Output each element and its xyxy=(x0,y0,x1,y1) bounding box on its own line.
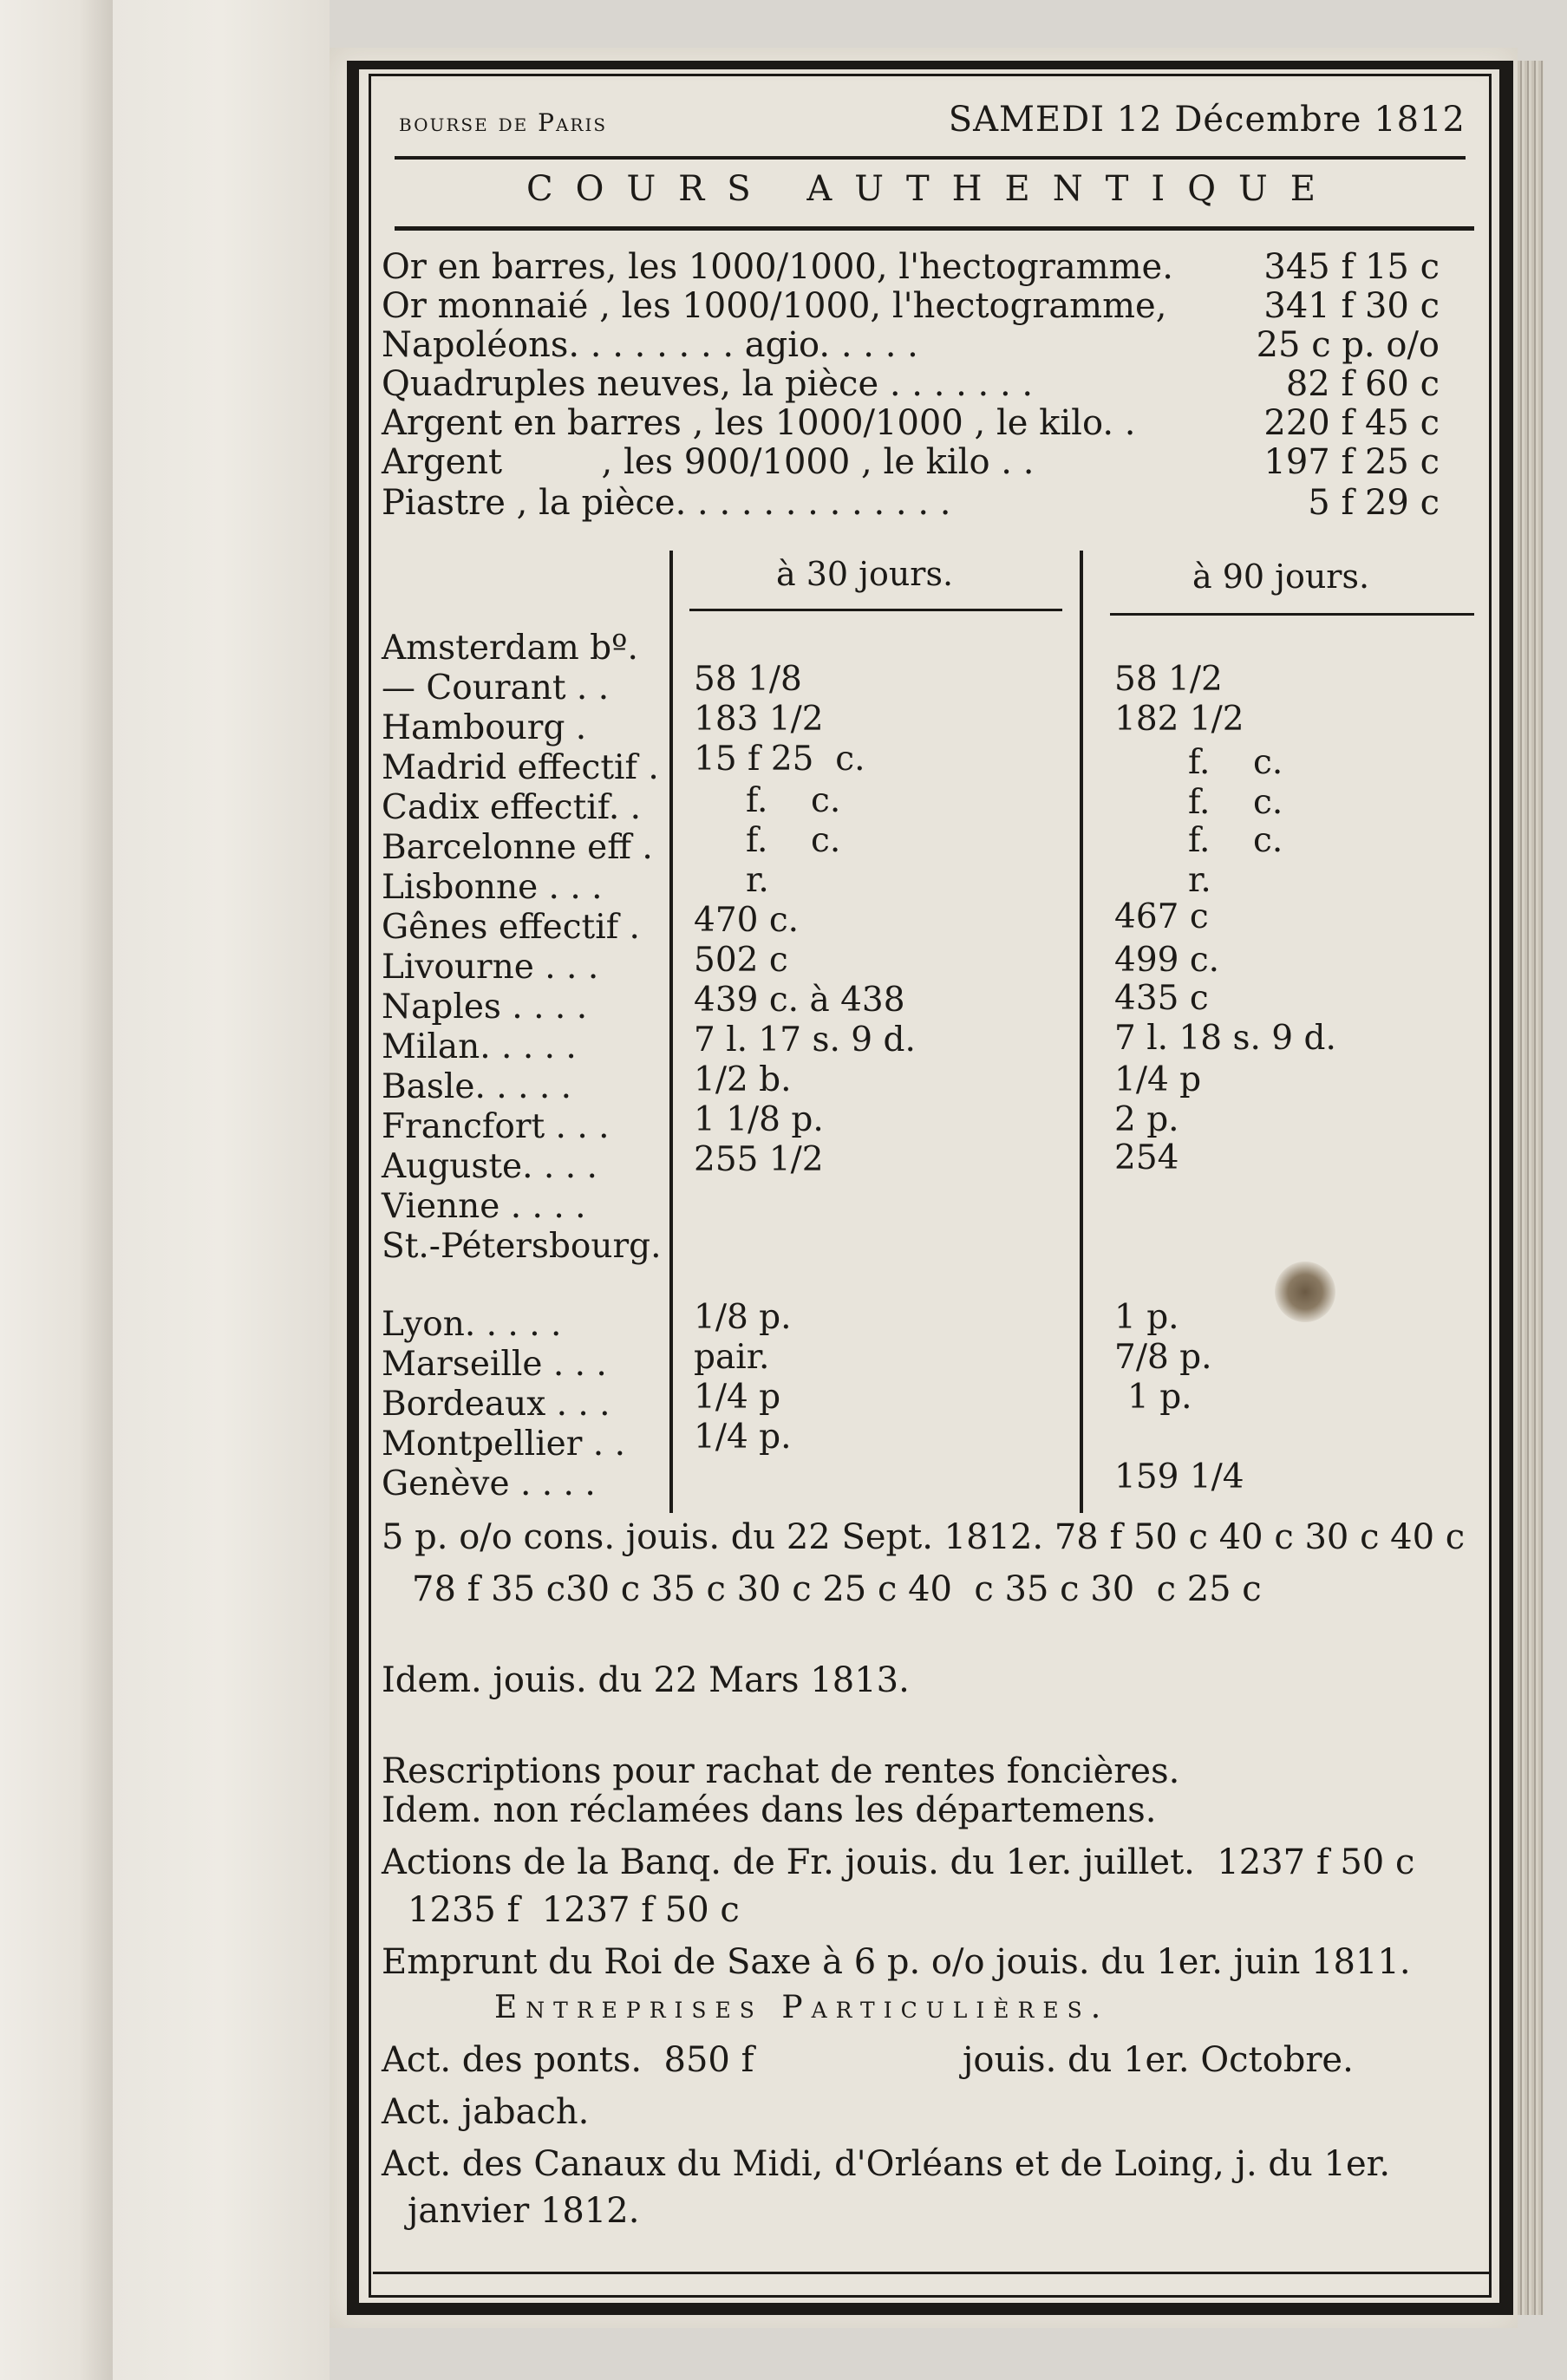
column-head-30-days: à 30 jours. xyxy=(776,555,954,593)
bank-of-france-shares: Actions de la Banq. de Fr. jouis. du 1er. juillet. 1237 f 50 c xyxy=(382,1842,1415,1882)
rate-30-days: 1/4 p. xyxy=(694,1418,792,1457)
metal-label: Napoléons. . . . . . . . agio. . . . . xyxy=(382,325,918,365)
rate-30-days: 439 c. à 438 xyxy=(694,981,905,1020)
rate-90-days: 499 c. xyxy=(1114,941,1220,980)
column-head-rule xyxy=(1110,613,1474,616)
exchange-city: Bordeaux . . . xyxy=(382,1385,610,1424)
canal-shares: Act. des Canaux du Midi, d'Orléans et de Loing, j. du 1er. xyxy=(382,2144,1391,2184)
rate-30-days: f. c. xyxy=(746,781,841,820)
header xyxy=(399,100,1466,143)
exchange-city: Gênes effectif . xyxy=(382,908,640,947)
rate-30-days: f. c. xyxy=(746,821,841,860)
exchange-city: St.-Pétersbourg. xyxy=(382,1227,662,1266)
metal-label: Argent en barres , les 1000/1000 , le kilo. . xyxy=(382,403,1136,443)
rate-90-days: f. c. xyxy=(1188,783,1283,822)
metal-label: Quadruples neuves, la pièce . . . . . . . xyxy=(382,364,1034,404)
exchange-city: Lyon. . . . . xyxy=(382,1305,562,1344)
consolidated-5-percent: 5 p. o/o cons. jouis. du 22 Sept. 1812. 78 f 50 c 40 c 30 c 40 c xyxy=(382,1517,1466,1557)
rate-30-days: 183 1/2 xyxy=(694,700,824,739)
exchange-city: Naples . . . . xyxy=(382,988,588,1027)
saxony-loan: Emprunt du Roi de Saxe à 6 p. o/o jouis. du 1er. juin 1811. xyxy=(382,1942,1411,1982)
metal-value: 197 f 25 c xyxy=(1263,442,1440,482)
exchange-city: Francfort . . . xyxy=(382,1107,610,1146)
exchange-city: Amsterdam bº. xyxy=(382,629,638,668)
rate-90-days: 7/8 p. xyxy=(1114,1338,1212,1377)
rate-90-days: 2 p. xyxy=(1114,1100,1179,1139)
metal-value: 25 c p. o/o xyxy=(1256,325,1440,365)
rate-30-days: 1/8 p. xyxy=(694,1298,792,1337)
page-title: COURS AUTHENTIQUE xyxy=(526,169,1338,209)
header-exchange-name: bourse de Paris xyxy=(399,108,608,137)
rate-90-days: 7 l. 18 s. 9 d. xyxy=(1114,1019,1336,1058)
metal-label: Or en barres, les 1000/1000, l'hectogramme. xyxy=(382,247,1173,287)
bridge-shares: Act. des ponts. 850 f xyxy=(382,2040,754,2080)
rate-30-days: 255 1/2 xyxy=(694,1140,824,1179)
metal-value: 341 f 30 c xyxy=(1263,286,1440,326)
blank-facing-page xyxy=(113,0,330,2380)
enterprises-heading: Entreprises Particulières. xyxy=(494,1990,1110,2025)
footer-rule xyxy=(373,2272,1492,2274)
exchange-city: Montpellier . . xyxy=(382,1425,625,1464)
rate-90-days: 467 c xyxy=(1114,897,1209,936)
rate-90-days: f. c. xyxy=(1188,821,1283,860)
rate-90-days: 254 xyxy=(1114,1138,1179,1177)
rate-30-days: 58 1/8 xyxy=(694,660,802,699)
jabach-shares: Act. jabach. xyxy=(382,2092,590,2132)
rate-30-days: 470 c. xyxy=(694,901,800,940)
rate-30-days: 1/2 b. xyxy=(694,1060,792,1099)
rate-90-days: f. c. xyxy=(1188,743,1283,782)
header-date: SAMEDI 12 Décembre 1812 xyxy=(948,100,1466,140)
metal-value: 345 f 15 c xyxy=(1263,247,1440,287)
bridge-shares-dividend-date: jouis. du 1er. Octobre. xyxy=(963,2040,1354,2080)
metal-value: 220 f 45 c xyxy=(1263,403,1440,443)
rate-90-days: 58 1/2 xyxy=(1114,660,1223,699)
rate-30-days: 1 1/8 p. xyxy=(694,1100,824,1139)
metal-value: 5 f 29 c xyxy=(1308,483,1440,523)
rate-90-days: 1/4 p xyxy=(1114,1060,1202,1099)
rate-90-days: 1 p. xyxy=(1114,1298,1179,1337)
column-head-rule xyxy=(689,609,1062,611)
rate-90-days: 159 1/4 xyxy=(1114,1457,1244,1496)
canal-shares-continued: janvier 1812. xyxy=(408,2191,640,2231)
column-divider-left xyxy=(669,551,673,1513)
exchange-city: Auguste. . . . xyxy=(382,1147,597,1186)
exchange-city: Lisbonne . . . xyxy=(382,868,603,907)
exchange-city: — Courant . . xyxy=(382,668,610,707)
metal-label: Or monnaié , les 1000/1000, l'hectogramme, xyxy=(382,286,1167,326)
book-spine xyxy=(0,0,114,2380)
bulletin-content xyxy=(373,82,1492,2285)
exchange-city: Milan. . . . . xyxy=(382,1027,577,1066)
metal-label: Piastre , la pièce. . . . . . . . . . . . . xyxy=(382,483,951,523)
rescriptions: Rescriptions pour rachat de rentes foncières. xyxy=(382,1751,1180,1791)
rate-90-days: 182 1/2 xyxy=(1114,700,1244,739)
bank-of-france-shares-continued: 1235 f 1237 f 50 c xyxy=(408,1890,740,1930)
rescriptions-unclaimed: Idem. non réclamées dans les départemens. xyxy=(382,1790,1157,1830)
exchange-city: Marseille . . . xyxy=(382,1345,607,1384)
exchange-city: Hambourg . xyxy=(382,708,587,747)
rate-90-days: r. xyxy=(1188,861,1211,900)
exchange-city: Livourne . . . xyxy=(382,948,599,987)
exchange-city: Vienne . . . . xyxy=(382,1187,586,1226)
rate-30-days: 7 l. 17 s. 9 d. xyxy=(694,1020,916,1060)
idem-march-1813: Idem. jouis. du 22 Mars 1813. xyxy=(382,1660,910,1700)
rate-30-days: 502 c xyxy=(694,941,788,980)
exchange-city: Basle. . . . . xyxy=(382,1067,572,1106)
page-edges xyxy=(1518,61,1544,2315)
rate-90-days: 1 p. xyxy=(1127,1378,1192,1417)
exchange-city: Cadix effectif. . xyxy=(382,788,642,827)
consolidated-5-percent-continued: 78 f 35 c30 c 35 c 30 c 25 c 40 c 35 c 30 c 25 c xyxy=(412,1569,1262,1609)
title-rule xyxy=(395,226,1474,231)
metal-value: 82 f 60 c xyxy=(1285,364,1440,404)
exchange-city: Barcelonne eff . xyxy=(382,828,653,867)
header-rule xyxy=(395,156,1466,160)
rate-30-days: 15 f 25 c. xyxy=(694,740,865,779)
exchange-city: Genève . . . . xyxy=(382,1464,596,1503)
rate-30-days: r. xyxy=(746,861,769,900)
rate-30-days: pair. xyxy=(694,1338,770,1377)
column-head-90-days: à 90 jours. xyxy=(1192,558,1370,596)
exchange-city: Madrid effectif . xyxy=(382,748,659,787)
rate-90-days: 435 c xyxy=(1114,979,1209,1018)
column-divider-right xyxy=(1080,551,1083,1513)
metal-label: Argent , les 900/1000 , le kilo . . xyxy=(382,442,1035,482)
rate-30-days: 1/4 p xyxy=(694,1378,781,1417)
